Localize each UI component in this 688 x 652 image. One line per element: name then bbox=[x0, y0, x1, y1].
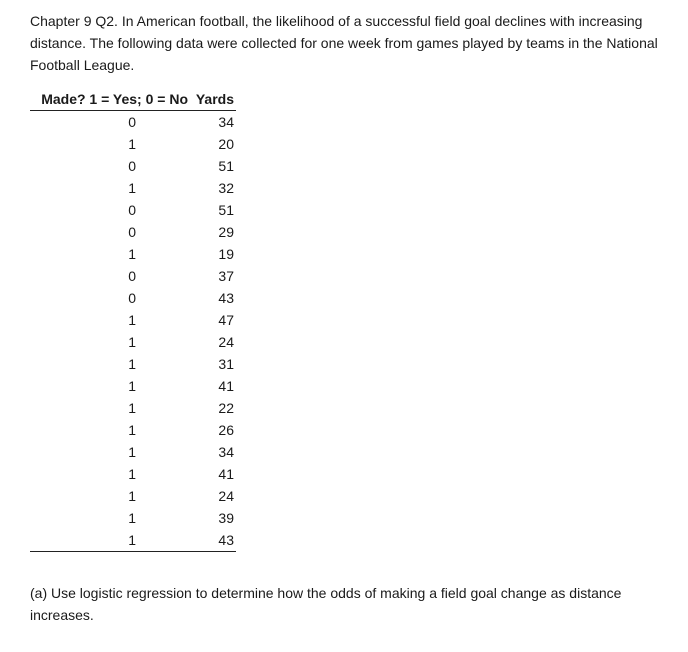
made-cell: 0 bbox=[128, 290, 136, 306]
made-cell: 0 bbox=[128, 202, 136, 218]
table-row bbox=[30, 529, 236, 552]
table-row bbox=[30, 177, 236, 199]
made-cell: 1 bbox=[128, 510, 136, 526]
table-row bbox=[30, 485, 236, 507]
made-cell: 1 bbox=[128, 422, 136, 438]
yards-cell: 39 bbox=[218, 510, 234, 526]
made-cell: 1 bbox=[128, 444, 136, 460]
table-row bbox=[30, 441, 236, 463]
yards-cell: 41 bbox=[218, 378, 234, 394]
yards-cell: 51 bbox=[218, 202, 234, 218]
made-cell: 1 bbox=[128, 180, 136, 196]
table-row bbox=[30, 397, 236, 419]
made-cell: 1 bbox=[128, 334, 136, 350]
yards-cell: 29 bbox=[218, 224, 234, 240]
made-cell: 1 bbox=[30, 529, 192, 552]
made-cell: 1 bbox=[128, 246, 136, 262]
yards-cell: 43 bbox=[192, 529, 236, 552]
table-row bbox=[30, 419, 236, 441]
field-goal-data-table bbox=[30, 88, 236, 552]
made-cell: 0 bbox=[128, 114, 136, 130]
table-header-row bbox=[30, 88, 236, 111]
made-cell: 0 bbox=[128, 224, 136, 240]
table-row bbox=[30, 243, 236, 265]
table-row bbox=[30, 221, 236, 243]
made-cell: 1 bbox=[128, 356, 136, 372]
table-row bbox=[30, 507, 236, 529]
table-body bbox=[30, 111, 236, 552]
yards-cell: 26 bbox=[218, 422, 234, 438]
made-cell: 1 bbox=[128, 312, 136, 328]
yards-cell: 51 bbox=[218, 158, 234, 174]
yards-cell: 43 bbox=[218, 290, 234, 306]
yards-cell: 34 bbox=[218, 114, 234, 130]
table-row bbox=[30, 375, 236, 397]
yards-cell: 20 bbox=[218, 136, 234, 152]
table-row bbox=[30, 111, 236, 134]
made-column-header: Made? 1 = Yes; 0 = No bbox=[30, 88, 192, 111]
table-row bbox=[30, 199, 236, 221]
yards-cell: 22 bbox=[218, 400, 234, 416]
yards-cell: 24 bbox=[218, 334, 234, 350]
yards-column-header: Yards bbox=[192, 88, 236, 111]
yards-cell: 41 bbox=[218, 466, 234, 482]
problem-intro: Chapter 9 Q2. In American football, the likelihood of a successful field goal declines with increasing distance. The following data were collected for one week from games played by teams in the National Football League. bbox=[30, 13, 658, 73]
question-a: (a) Use logistic regression to determine how the odds of making a field goal change as distance increases. bbox=[30, 585, 622, 623]
made-cell: 0 bbox=[128, 268, 136, 284]
yards-cell: 31 bbox=[218, 356, 234, 372]
table-row bbox=[30, 463, 236, 485]
made-cell: 0 bbox=[128, 158, 136, 174]
table-row bbox=[30, 265, 236, 287]
table-row bbox=[30, 155, 236, 177]
made-cell: 1 bbox=[128, 136, 136, 152]
table-row bbox=[30, 287, 236, 309]
table-row bbox=[30, 309, 236, 331]
yards-cell: 19 bbox=[218, 246, 234, 262]
yards-cell: 47 bbox=[218, 312, 234, 328]
table-row bbox=[30, 353, 236, 375]
table-row bbox=[30, 133, 236, 155]
yards-cell: 34 bbox=[218, 444, 234, 460]
table-row bbox=[30, 331, 236, 353]
made-cell: 1 bbox=[128, 488, 136, 504]
made-cell: 1 bbox=[128, 466, 136, 482]
made-cell: 1 bbox=[128, 378, 136, 394]
yards-cell: 32 bbox=[218, 180, 234, 196]
yards-cell: 24 bbox=[218, 488, 234, 504]
made-cell: 1 bbox=[128, 400, 136, 416]
yards-cell: 37 bbox=[218, 268, 234, 284]
